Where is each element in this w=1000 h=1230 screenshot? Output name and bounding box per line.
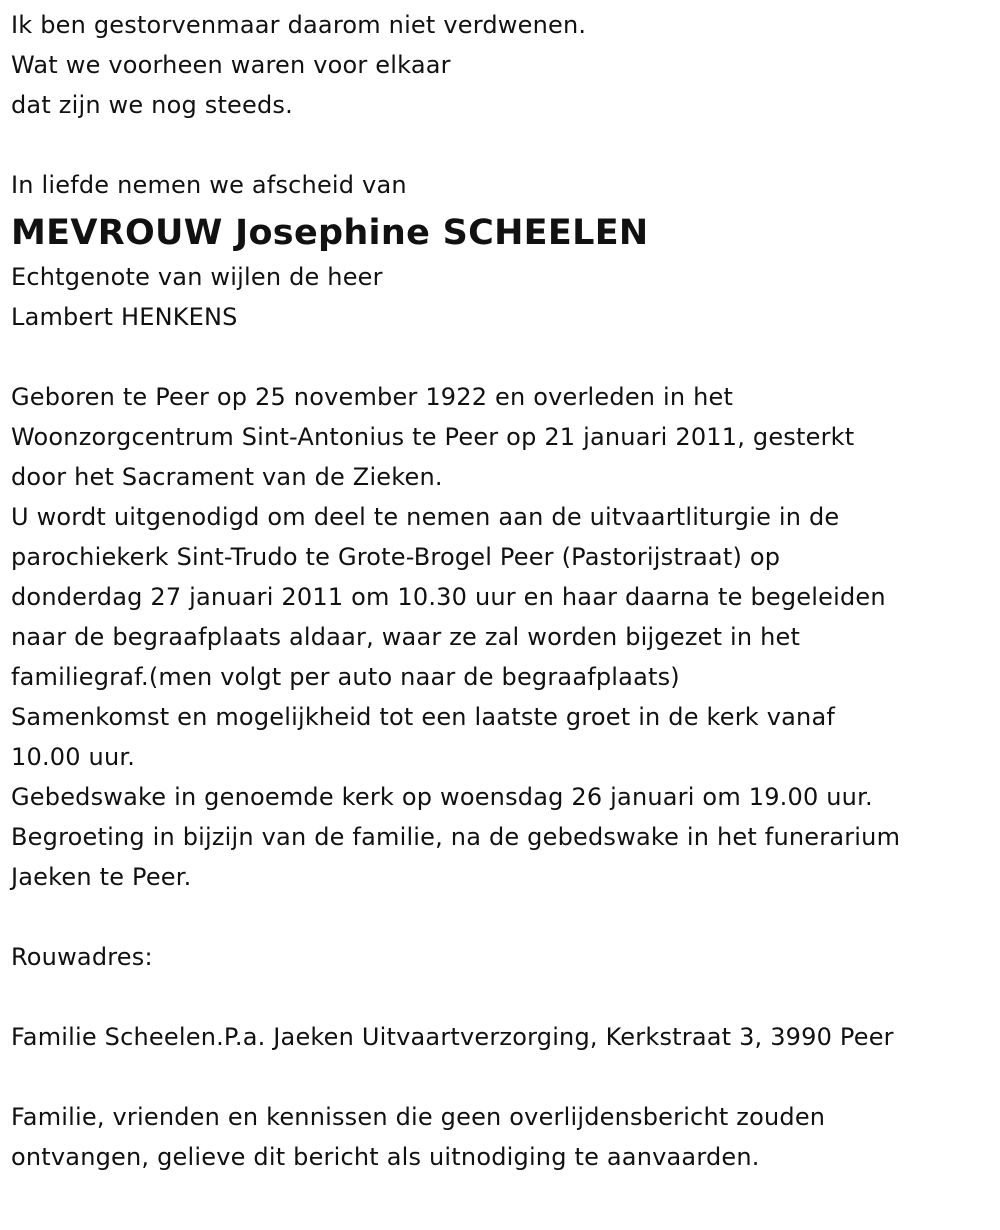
body-line: donderdag 27 januari 2011 om 10.30 uur en haar daarna te begeleiden — [11, 583, 886, 611]
closing-note — [11, 1097, 986, 1177]
spacer — [11, 897, 986, 937]
body-line: naar de begraafplaats aldaar, waar ze zal worden bijgezet in het — [11, 623, 801, 651]
death-notice — [11, 5, 986, 1177]
body-line: Samenkomst en mogelijkheid tot een laatste groet in de kerk vanaf — [11, 703, 836, 731]
spacer — [11, 1057, 986, 1097]
mourning-address-label: Rouwadres: — [11, 943, 153, 971]
body-line: Begroeting in bijzijn van de familie, na de gebedswake in het funerarium — [11, 823, 901, 851]
body-line: parochiekerk Sint-Trudo te Grote-Brogel Peer (Pastorijstraat) op — [11, 543, 781, 571]
poem — [11, 5, 986, 125]
body-line: door het Sacrament van de Zieken. — [11, 463, 443, 491]
spouse-line: Echtgenote van wijlen de heer — [11, 263, 383, 291]
notice-body — [11, 377, 986, 897]
poem-line: Wat we voorheen waren voor elkaar — [11, 51, 451, 79]
body-line: Jaeken te Peer. — [11, 863, 192, 891]
body-line: Geboren te Peer op 25 november 1922 en overleden in het — [11, 383, 734, 411]
body-line: Gebedswake in genoemde kerk op woensdag 26 januari om 19.00 uur. — [11, 783, 873, 811]
mourning-address: Familie Scheelen.P.a. Jaeken Uitvaartverzorging, Kerkstraat 3, 3990 Peer — [11, 1023, 894, 1051]
spacer — [11, 337, 986, 377]
spacer — [11, 977, 986, 1017]
poem-line: dat zijn we nog steeds. — [11, 91, 293, 119]
poem-line: Ik ben gestorvenmaar daarom niet verdwenen. — [11, 11, 587, 39]
spacer — [11, 125, 986, 165]
body-line: U wordt uitgenodigd om deel te nemen aan de uitvaartliturgie in de — [11, 503, 840, 531]
closing-line: ontvangen, gelieve dit bericht als uitnodiging te aanvaarden. — [11, 1143, 760, 1171]
body-line: 10.00 uur. — [11, 743, 136, 771]
intro-text: In liefde nemen we afscheid van — [11, 171, 407, 199]
closing-line: Familie, vrienden en kennissen die geen overlijdensbericht zouden — [11, 1103, 826, 1131]
body-line: Woonzorgcentrum Sint-Antonius te Peer op 21 januari 2011, gesterkt — [11, 423, 855, 451]
deceased-name: MEVROUW Josephine SCHEELEN — [11, 213, 649, 253]
spouse-name: Lambert HENKENS — [11, 303, 238, 331]
body-line: familiegraf.(men volgt per auto naar de begraafplaats) — [11, 663, 680, 691]
